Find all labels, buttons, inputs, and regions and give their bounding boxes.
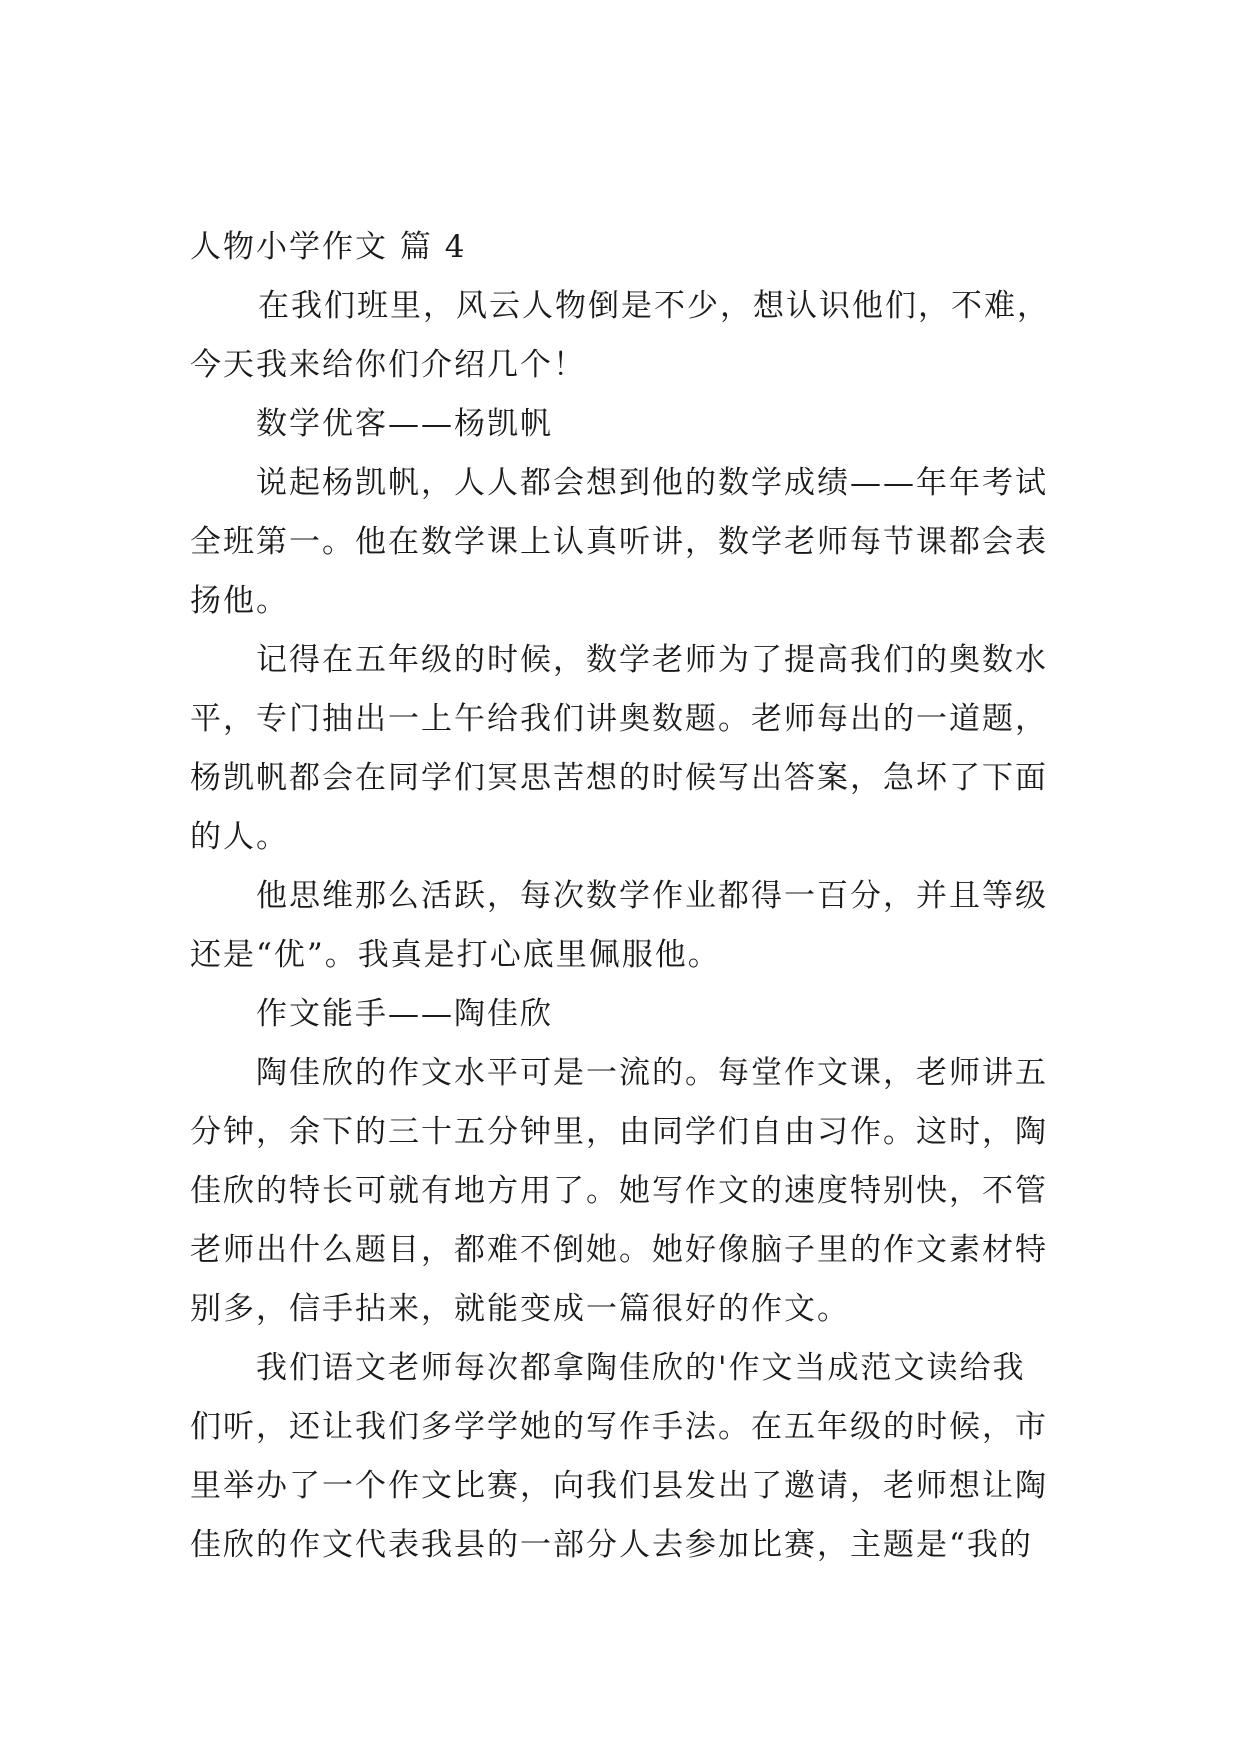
text-line: 的人。 (190, 819, 289, 855)
text-line: 杨凯帆都会在同学们冥思苦想的时候写出答案，急坏了下面 (190, 760, 1048, 796)
text-line: 说起杨凯帆，人人都会想到他的数学成绩——年年考试 (256, 465, 1048, 501)
text-line: 别多，信手拈来，就能变成一篇很好的作文。 (190, 1291, 850, 1327)
text-line: 里举办了一个作文比赛，向我们县发出了邀请，老师想让陶 (190, 1468, 1048, 1504)
text-line: 还是“优”。我真是打心底里佩服他。 (190, 937, 721, 973)
text-line: 老师出什么题目，都难不倒她。她好像脑子里的作文素材特 (190, 1232, 1048, 1268)
text-line: 我们语文老师每次都拿陶佳欣的'作文当成范文读给我 (256, 1350, 1026, 1386)
text-line: 佳欣的特长可就有地方用了。她写作文的速度特别快，不管 (190, 1173, 1048, 1209)
text-line: 佳欣的作文代表我县的一部分人去参加比赛，主题是“我的 (190, 1527, 1033, 1563)
text-line: 在我们班里，风云人物倒是不少，想认识他们，不难， (258, 288, 1050, 324)
section-heading: 作文能手——陶佳欣 (256, 996, 553, 1032)
text-line: 平，专门抽出一上午给我们讲奥数题。老师每出的一道题， (190, 701, 1048, 737)
text-line: 他思维那么活跃，每次数学作业都得一百分，并且等级 (256, 878, 1048, 914)
text-line: 今天我来给你们介绍几个！ (190, 347, 586, 383)
text-line: 们听，还让我们多学学她的写作手法。在五年级的时候，市 (190, 1409, 1048, 1445)
section-heading: 数学优客——杨凯帆 (256, 406, 553, 442)
text-line: 全班第一。他在数学课上认真听讲，数学老师每节课都会表 (190, 524, 1048, 560)
text-line: 扬他。 (190, 583, 289, 619)
text-line: 记得在五年级的时候，数学老师为了提高我们的奥数水 (256, 642, 1048, 678)
text-line: 陶佳欣的作文水平可是一流的。每堂作文课，老师讲五 (256, 1055, 1048, 1091)
document-title: 人物小学作文 篇 4 (190, 229, 467, 265)
text-line: 分钟，余下的三十五分钟里，由同学们自由习作。这时，陶 (190, 1114, 1048, 1150)
